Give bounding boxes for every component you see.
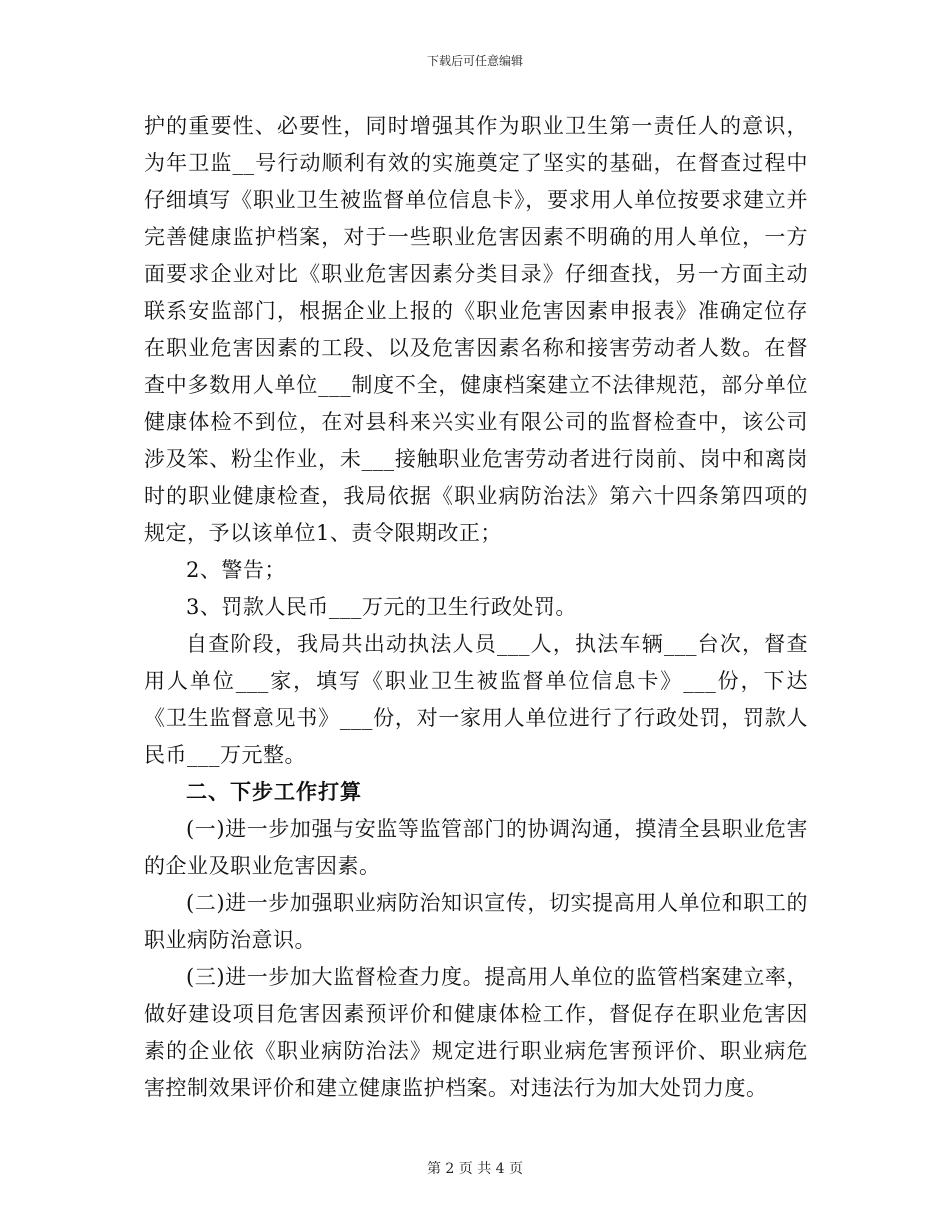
paragraph-warning: 2、警告； xyxy=(186,558,286,582)
plan-item-3: (三)进一步加大监督检查力度。提高用人单位的监管档案建立率，做好建设项目危害因素预评价和健康体检工作，督促存在职业危害因素的企业依《职业病防治法》规定进行职业病危害预评价、职业病危害控制效果评价和建立健康监护档案。对违法行为加大处罚力度。 xyxy=(144,965,808,1100)
section-heading: 二、下步工作打算 xyxy=(186,780,362,804)
paragraph-continuation: 护的重要性、必要性，同时增强其作为职业卫生第一责任人的意识，为年卫监__号行动顺利有效的实施奠定了坚实的基础，在督查过程中仔细填写《职业卫生被监督单位信息卡》，要求用人单位按要求建立并完善健康监护档案，对于一些职业危害因素不明确的用人单位，一方面要求企业对比《职业危害因素分类目录》仔细查找，另一方面主动联系安监部门，根据企业上报的《职业危害因素申报表》准确定位存在职业危害因素的工段、以及危害因素名称和接害劳动者人数。在督查中多数用人单位___制度不全，健康档案建立不法律规范，部分单位健康体检不到位，在对县科来兴实业有限公司的监督检查中，该公司涉及笨、粉尘作业，未___接触职业危害劳动者进行岗前、岗中和离岗时的职业健康检查，我局依据《职业病防治法》第六十四条第四项的规定，予以该单位1、责令限期改正； xyxy=(144,114,808,545)
plan-item-1: (一)进一步加强与安监等监管部门的协调沟通，摸清全县职业危害的企业及职业危害因素。 xyxy=(144,817,808,878)
paragraph-self-inspection: 自查阶段，我局共出动执法人员___人，执法车辆___台次，督查用人单位___家，填写《职业卫生被监督单位信息卡》___份，下达《卫生监督意见书》___份，对一家用人单位进行了行政处罚，罚款人民币___万元整。 xyxy=(144,632,808,767)
plan-item-2: (二)进一步加强职业病防治知识宣传，切实提高用人单位和职工的职业病防治意识。 xyxy=(144,891,808,952)
document-body xyxy=(144,108,808,1107)
paragraph-fine: 3、罚款人民币___万元的卫生行政处罚。 xyxy=(186,595,577,619)
page-number: 第 2 页 共 4 页 xyxy=(426,1161,524,1177)
page-header-note: 下载后可任意编辑 xyxy=(426,54,523,68)
